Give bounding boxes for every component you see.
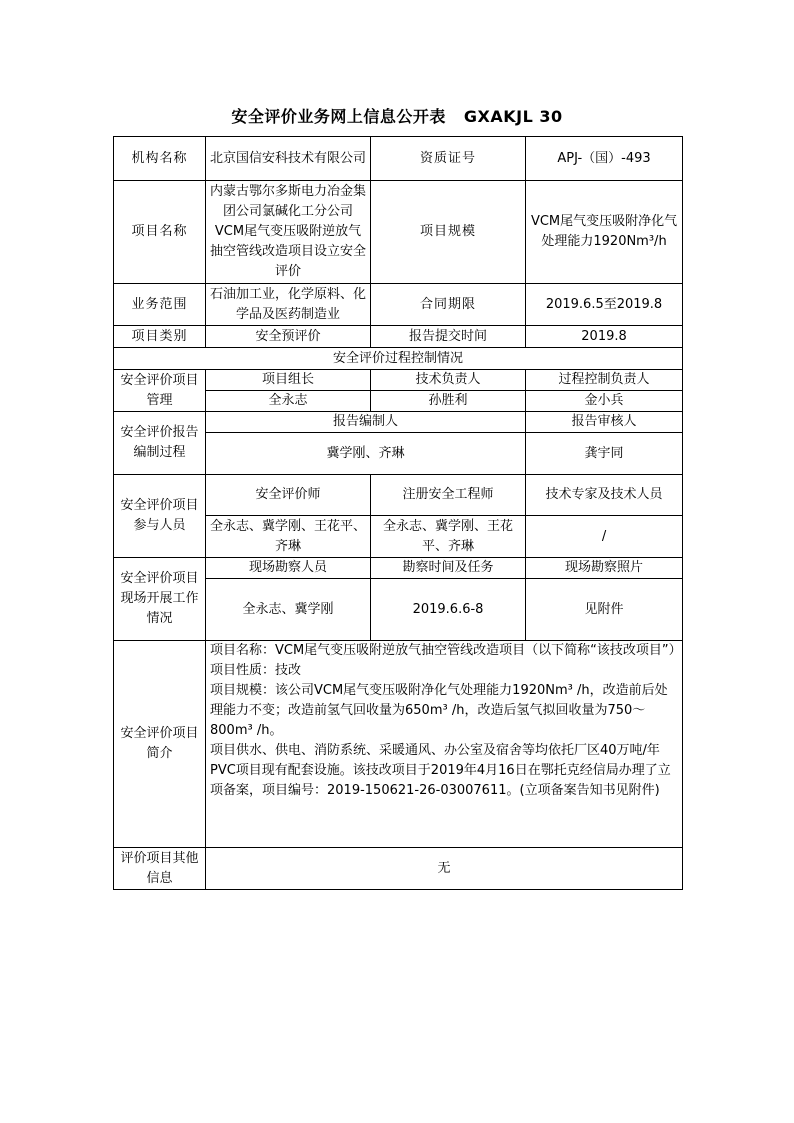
- engineer-label: 注册安全工程师: [371, 475, 526, 516]
- reviewer-label: 报告审核人: [526, 412, 683, 433]
- intro-line: 项目规模：该公司VCM尾气变压吸附净化气处理能力1920Nm³ /h，改造前后处理能力不变；改造前氢气回收量为650m³ /h，改造后氢气拟回收量为750～800m³ /h。: [210, 683, 668, 738]
- table-row: [114, 641, 683, 848]
- author-value: 冀学刚、齐琳: [206, 433, 526, 475]
- photo-value: 见附件: [526, 579, 683, 641]
- expert-value: /: [526, 516, 683, 558]
- org-value: 北京国信安科技术有限公司: [206, 137, 371, 181]
- table-row: [114, 181, 683, 284]
- photo-label: 现场勘察照片: [526, 558, 683, 579]
- type-value: 安全预评价: [206, 326, 371, 348]
- surveyor-label: 现场勘察人员: [206, 558, 371, 579]
- tech-value: 孙胜利: [371, 391, 526, 412]
- intro-content: [206, 641, 683, 848]
- table-row: [114, 348, 683, 370]
- reviewer-value: 龚宇同: [526, 433, 683, 475]
- section-title: 安全评价过程控制情况: [114, 348, 683, 370]
- ctrl-label: 过程控制负责人: [526, 370, 683, 391]
- leader-label: 项目组长: [206, 370, 371, 391]
- evaluator-value: 全永志、冀学刚、王花平、齐琳: [206, 516, 371, 558]
- submit-label: 报告提交时间: [371, 326, 526, 348]
- survey-time-label: 勘察时间及任务: [371, 558, 526, 579]
- table-row: [114, 137, 683, 181]
- document-title: [0, 104, 794, 127]
- mgmt-label: 安全评价项目管理: [114, 370, 206, 412]
- report-label: 安全评价报告编制过程: [114, 412, 206, 475]
- type-label: 项目类别: [114, 326, 206, 348]
- scale-label: 项目规模: [371, 181, 526, 284]
- scope-label: 业务范围: [114, 284, 206, 326]
- intro-label: 安全评价项目简介: [114, 641, 206, 848]
- other-label: 评价项目其他信息: [114, 848, 206, 890]
- site-label: 安全评价项目现场开展工作情况: [114, 558, 206, 641]
- table-row: [114, 412, 683, 433]
- scope-value: 石油加工业，化学原料、化学品及医药制造业: [206, 284, 371, 326]
- intro-line: 项目供水、供电、消防系统、采暖通风、办公室及宿舍等均依托厂区40万吨/年PVC项目现有配套设施。该技改项目于2019年4月16日在鄂托克经信局办理了立项备案，项目编号：2019-150621-26-03007611。(立项备案告知书见附件): [210, 743, 671, 798]
- survey-time-value: 2019.6.6-8: [371, 579, 526, 641]
- other-value: 无: [206, 848, 683, 890]
- project-label: 项目名称: [114, 181, 206, 284]
- submit-value: 2019.8: [526, 326, 683, 348]
- project-value: 内蒙古鄂尔多斯电力冶金集团公司氯碱化工分公司VCM尾气变压吸附逆放气抽空管线改造项目设立安全评价: [206, 181, 371, 284]
- disclosure-table: [113, 136, 683, 890]
- expert-label: 技术专家及技术人员: [526, 475, 683, 516]
- scale-value: VCM尾气变压吸附净化气处理能力1920Nm³/h: [526, 181, 683, 284]
- cert-label: 资质证号: [371, 137, 526, 181]
- ctrl-value: 金小兵: [526, 391, 683, 412]
- org-label: 机构名称: [114, 137, 206, 181]
- engineer-value: 全永志、冀学刚、王花平、齐琳: [371, 516, 526, 558]
- table-row: [114, 326, 683, 348]
- table-row: [114, 284, 683, 326]
- table-row: [114, 475, 683, 516]
- cert-value: APJ-（国）-493: [526, 137, 683, 181]
- evaluator-label: 安全评价师: [206, 475, 371, 516]
- author-label: 报告编制人: [206, 412, 526, 433]
- document-code: GXAKJL 30: [463, 107, 563, 126]
- intro-line: 项目性质：技改: [210, 663, 302, 678]
- period-value: 2019.6.5至2019.8: [526, 284, 683, 326]
- table-row: [114, 370, 683, 391]
- tech-label: 技术负责人: [371, 370, 526, 391]
- title-text: 安全评价业务网上信息公开表: [231, 107, 446, 126]
- table-row: [114, 848, 683, 890]
- intro-line: 项目名称：VCM尾气变压吸附逆放气抽空管线改造项目（以下简称“该技改项目”）: [210, 643, 682, 658]
- staff-label: 安全评价项目参与人员: [114, 475, 206, 558]
- surveyor-value: 全永志、冀学刚: [206, 579, 371, 641]
- period-label: 合同期限: [371, 284, 526, 326]
- table-row: [114, 558, 683, 579]
- leader-value: 全永志: [206, 391, 371, 412]
